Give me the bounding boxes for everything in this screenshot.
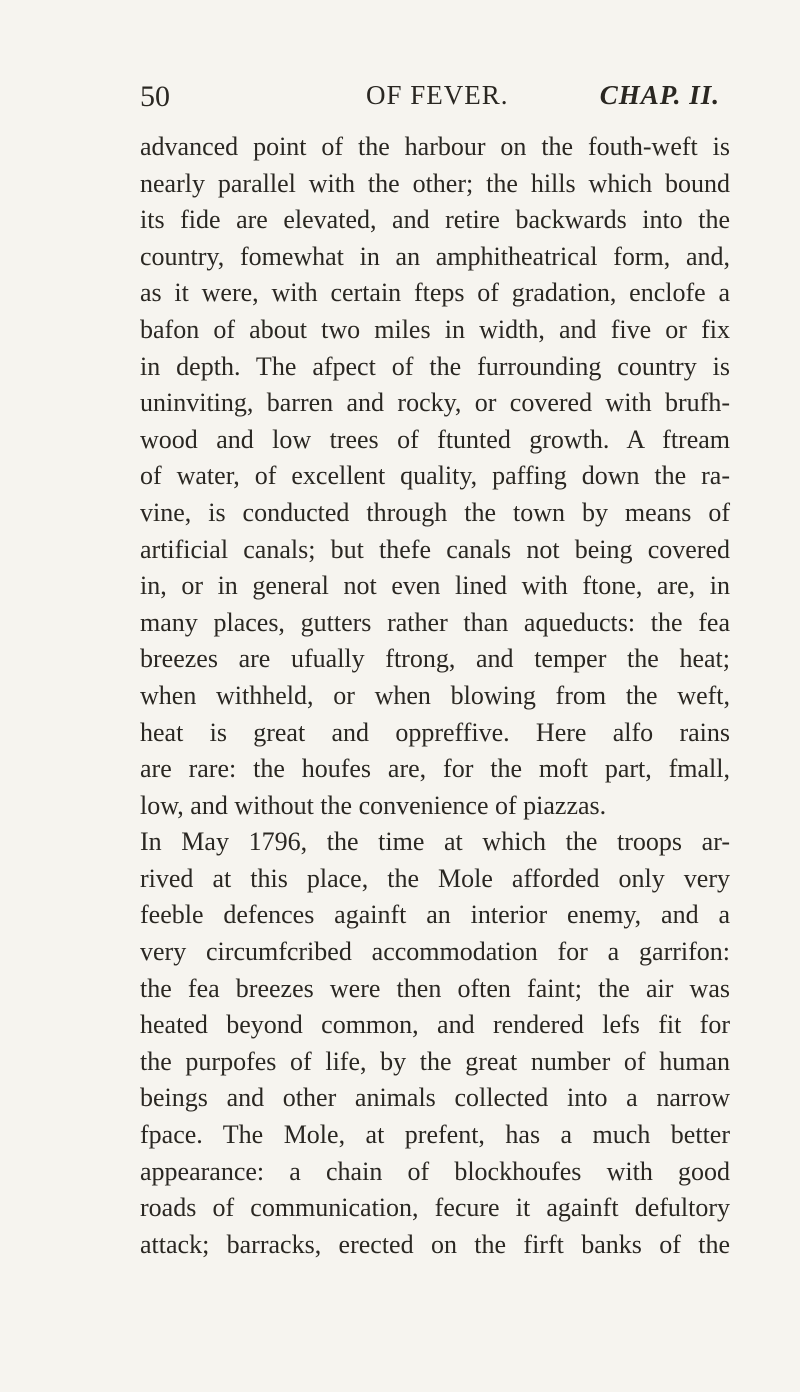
text-line: breezes are ufually ftrong, and temper the heat; [140,644,730,674]
text-line: In May 1796, the time at which the troops ar- [140,827,730,857]
running-head [140,80,720,114]
text-line: attack; barracks, erected on the firft banks of the [140,1229,730,1259]
text-line: low, and without the convenience of piazzas. [140,790,607,820]
text-line: vine, is conducted through the town by means of [140,497,730,527]
page-number: 50 [140,80,170,113]
text-line: roads of communication, fecure it againft defultory [140,1193,730,1223]
text-line: feeble defences againft an interior enemy, and a [140,900,730,930]
text-line: when withheld, or when blowing from the weft, [140,680,730,710]
text-line: of water, of excellent quality, paffing down the ra- [140,461,730,491]
running-title: OF FEVER. [366,80,509,110]
text-line: its fide are elevated, and retire backwards into the [140,205,730,235]
text-line: country, fomewhat in an amphitheatrical form, and, [140,241,730,271]
text-line: very circumfcribed accommodation for a garrifon: [140,937,730,967]
text-line: nearly parallel with the other; the hills which bound [140,168,730,198]
text-line: advanced point of the harbour on the fouth-weft is [140,132,730,161]
text-line: appearance: a chain of blockhoufes with good [140,1156,730,1186]
text-line: are rare: the houfes are, for the moft part, fmall, [140,754,730,784]
text-line: rived at this place, the Mole afforded only very [140,863,730,893]
text-line: heat is great and oppreffive. Here alfo rains [140,717,730,747]
text-line: bafon of about two miles in width, and five or fix [140,314,730,344]
text-line: as it were, with certain fteps of gradation, enclofe a [140,278,730,308]
text-line: uninviting, barren and rocky, or covered with brufh- [140,388,730,418]
text-line: in depth. The afpect of the furrounding country is [140,351,730,381]
text-line: fpace. The Mole, at prefent, has a much better [140,1120,730,1150]
text-line: the purpofes of life, by the great number of human [140,1046,730,1076]
text-line: the fea breezes were then often faint; the air was [140,973,730,1003]
text-line: many places, gutters rather than aqueducts: the fea [140,607,730,637]
text-line: wood and low trees of ftunted growth. A ftream [140,424,730,454]
text-line: heated beyond common, and rendered lefs fit for [140,1010,730,1040]
text-line: beings and other animals collected into a narrow [140,1083,730,1113]
body-text [140,129,730,1263]
text-line: in, or in general not even lined with ftone, are, in [140,571,730,601]
chapter-label: CHAP. II. [599,80,720,110]
text-line: artificial canals; but thefe canals not being covered [140,534,730,564]
